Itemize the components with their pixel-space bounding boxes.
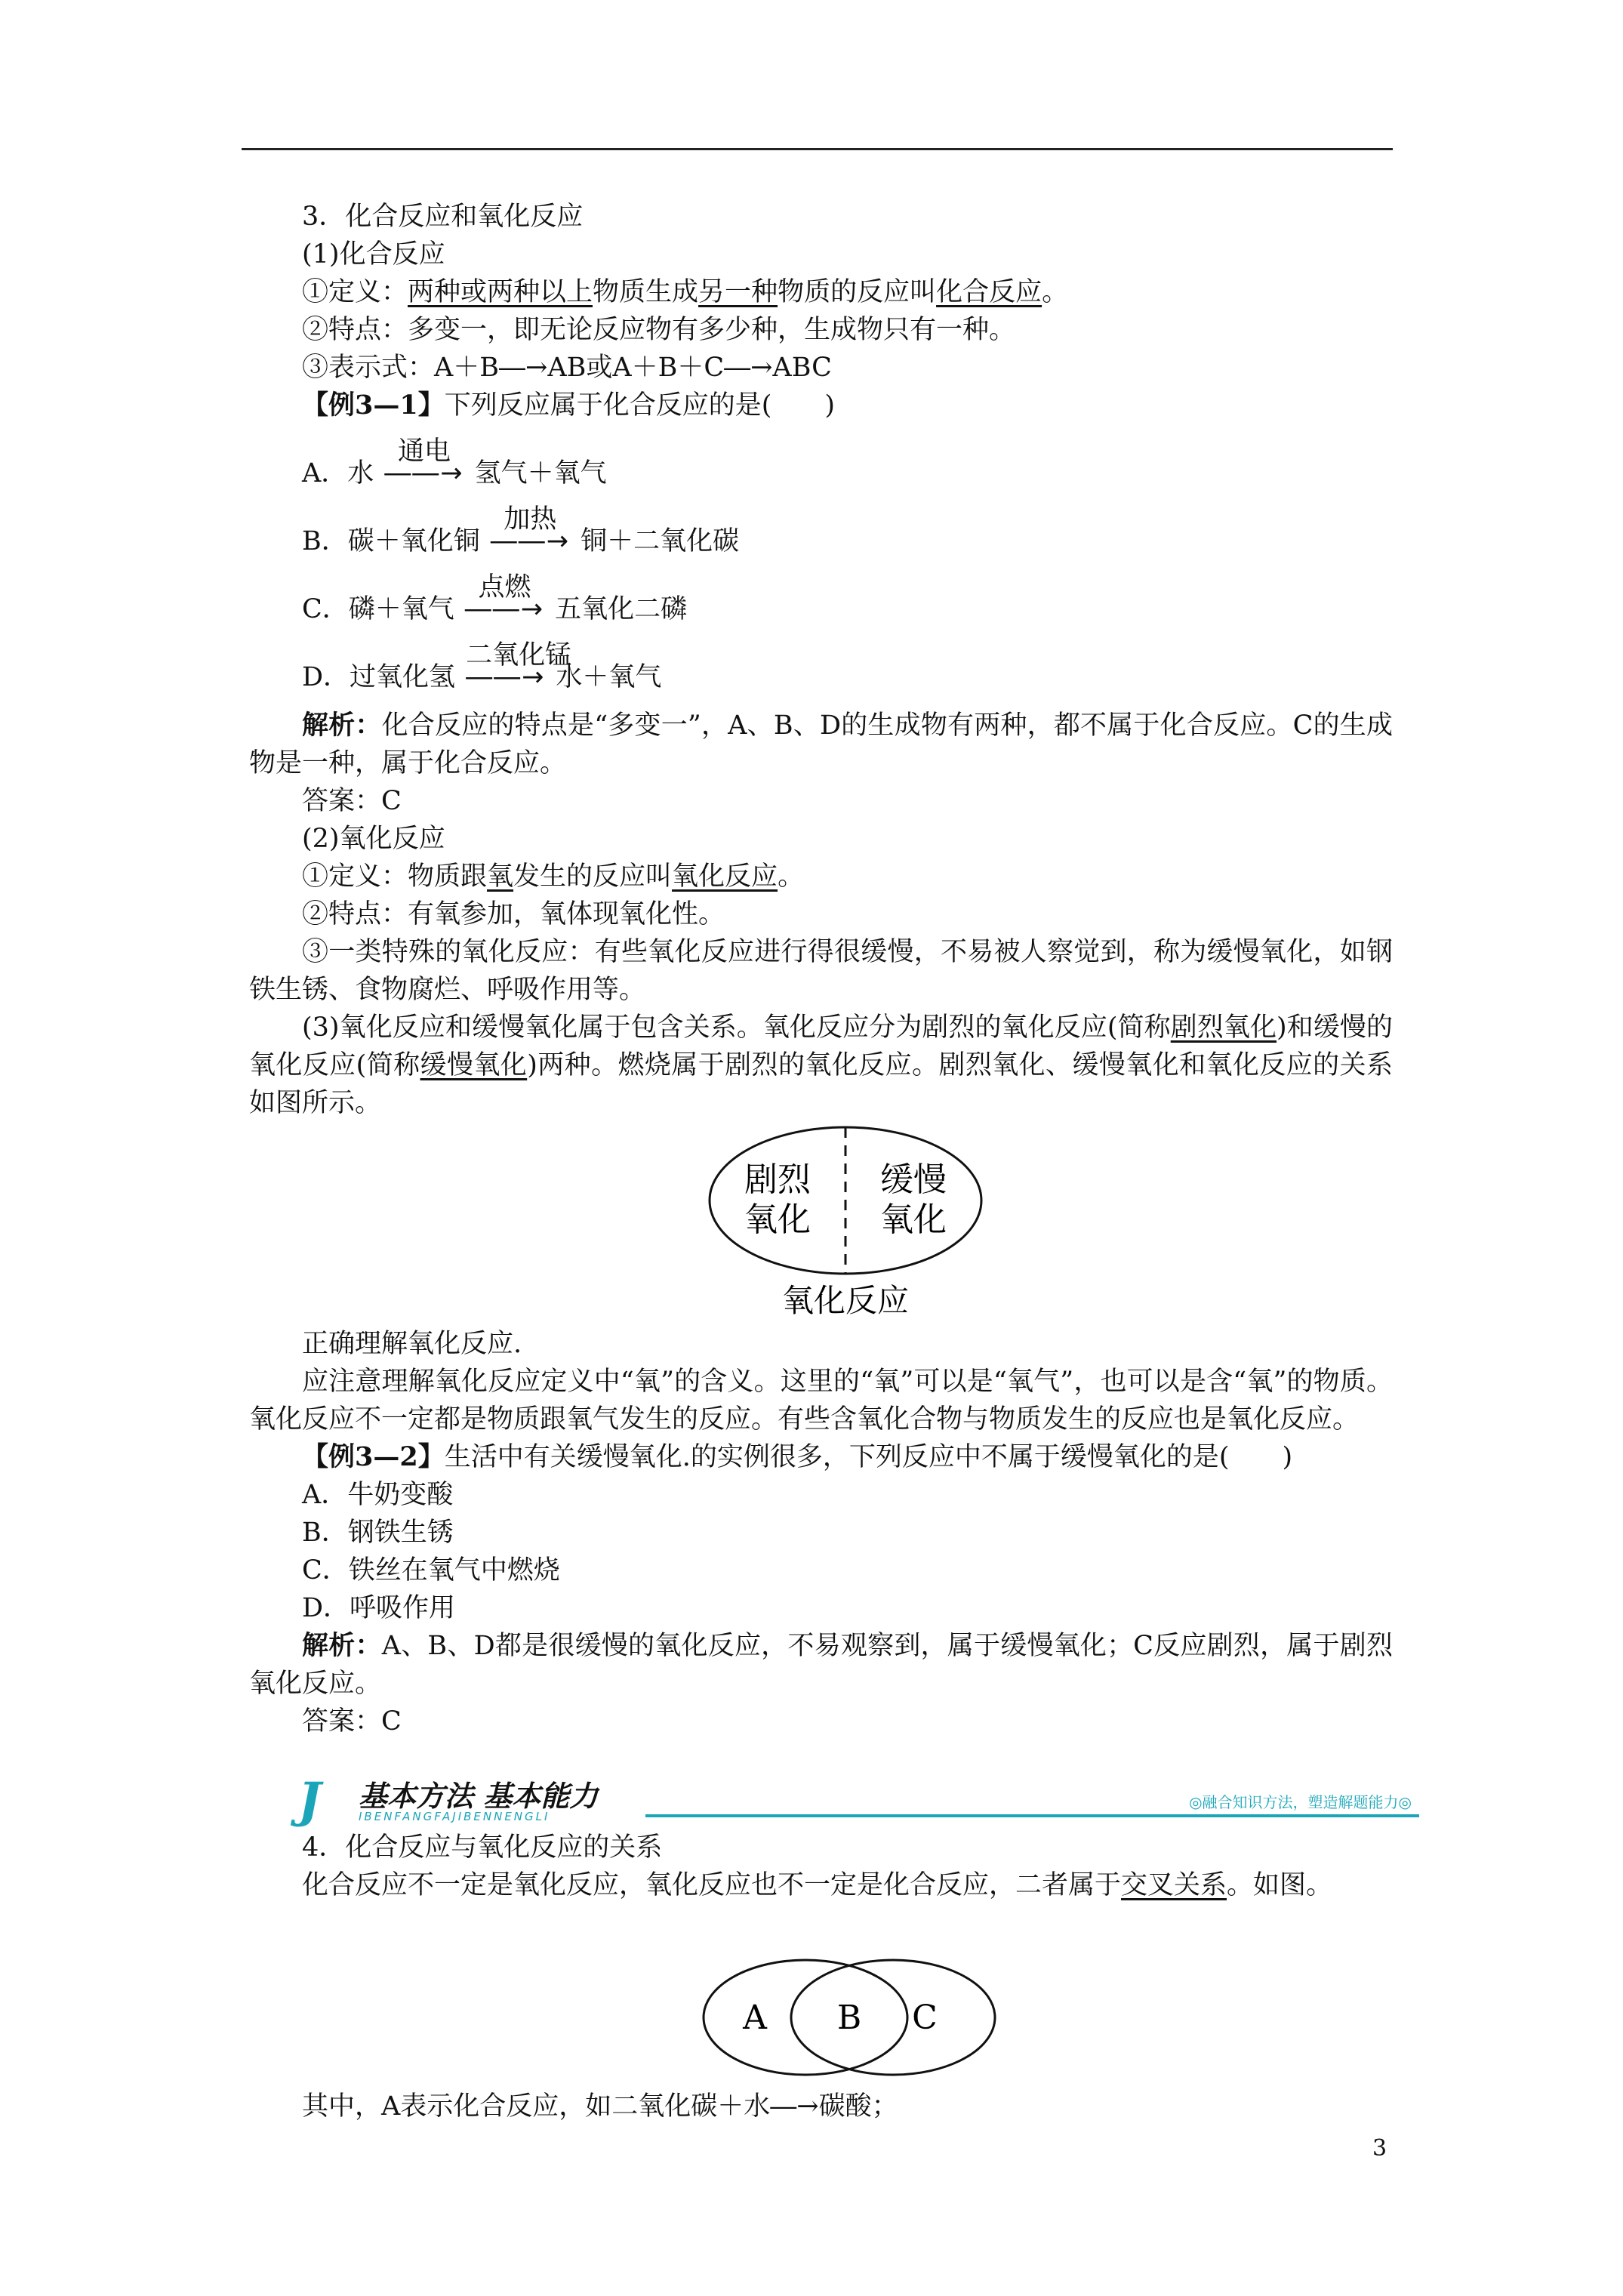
understanding-title: 正确理解氧化反应. — [302, 1329, 522, 1359]
oxidation-relation — [249, 1009, 1393, 1122]
def-prefix: ①定义： — [302, 277, 408, 307]
section-4-last-line: 其中，A表示化合反应，如二氧化碳＋水―→碳酸； — [302, 2091, 898, 2122]
ox-def-end: 。 — [778, 861, 805, 892]
oxidation-feature: ②特点：有氧参加，氧体现氧化性。 — [302, 899, 725, 929]
reaction-condition: 点燃 — [478, 572, 531, 603]
example-2-option-c: C．铁丝在氧气中燃烧 — [302, 1555, 560, 1586]
band-rule — [645, 1814, 1419, 1817]
def-mid-2: 物质的反应叫 — [778, 277, 937, 307]
analysis-label: 解析： — [302, 1630, 382, 1661]
oxidation-diagram — [702, 1121, 989, 1318]
right-label-line-1: 缓慢 — [880, 1160, 947, 1199]
understanding-text: 应注意理解氧化反应定义中“氧”的含义。这里的“氧”可以是“氧气”，也可以是含“氧”的物质。氧化反应不一定都是物质跟氧气发生的反应。有些含氧化合物与物质发生的反应也是氧化反应。 — [249, 1367, 1393, 1435]
understanding-section — [249, 1325, 1393, 1740]
reaction-arrow: 点燃 ――→ — [464, 572, 545, 624]
section-4-last — [249, 2088, 1393, 2125]
example-1-option-b — [249, 504, 1393, 560]
subsection-combination: (1)化合反应 — [302, 239, 445, 270]
def-mid: 物质生成 — [593, 277, 699, 307]
section-4-text — [249, 1866, 1393, 1904]
option-suffix: 氢气＋氧气 — [474, 458, 607, 488]
option-suffix: 水＋氧气 — [556, 662, 662, 692]
def-end: 。 — [1042, 277, 1069, 307]
reaction-arrow: 二氧化锰 ――→ — [466, 640, 572, 692]
section-4 — [249, 1829, 1393, 1904]
reaction-condition: 加热 — [504, 504, 557, 535]
section-3-heading: 3．化合反应和氧化反应 — [302, 202, 584, 232]
example-2-answer: 答案：C — [302, 1706, 402, 1737]
venn-right-ellipse — [791, 1960, 995, 2075]
def-underline-2: 另一种 — [698, 277, 778, 307]
example-2-option-a: A．牛奶变酸 — [302, 1480, 454, 1510]
analysis-label: 解析： — [302, 710, 382, 741]
example-1-label: 【例3—1】 — [302, 390, 445, 421]
example-1-question — [249, 387, 1393, 424]
analysis-text: 化合反应的特点是“多变一”，A、B、D的生成物有两种，都不属于化合反应。C的生成物是一种，属于化合反应。 — [249, 710, 1393, 778]
relation-c: )两种。燃烧属于剧烈的氧化反应。剧烈氧化、缓慢氧化和氧化反应的关系如图所示。 — [249, 1050, 1393, 1118]
example-1-option-d — [249, 640, 1393, 696]
header-rule — [242, 148, 1393, 150]
band-slogan: ◎融合知识方法，塑造解题能力◎ — [1189, 1793, 1412, 1811]
band-logo-mark: J — [298, 1772, 322, 1829]
example-2-option-b: B．钢铁生锈 — [302, 1518, 454, 1548]
section-3 — [249, 198, 1393, 1122]
example-2-analysis — [249, 1627, 1393, 1703]
venn-left-ellipse — [704, 1960, 907, 2075]
s4-text-a: 化合反应不一定是氧化反应，氧化反应也不一定是化合反应，二者属于 — [302, 1870, 1122, 1900]
combination-feature: ②特点：多变一，即无论反应物有多少种，生成物只有一种。 — [302, 315, 1016, 345]
diagram-caption: 氧化反应 — [781, 1282, 910, 1318]
s4-text-b: 。如图。 — [1227, 1870, 1333, 1900]
reaction-arrow: 加热 ――→ — [490, 504, 571, 556]
band-subtitle: IBENFANGFAJIBENNENGLI — [359, 1810, 550, 1823]
s4-underline: 交叉关系 — [1121, 1870, 1227, 1900]
oxidation-special: ③一类特殊的氧化反应：有些氧化反应进行得很缓慢，不易被人察觉到，称为缓慢氧化，如钢铁生锈、食物腐烂、呼吸作用等。 — [249, 937, 1393, 1005]
option-suffix: 铜＋二氧化碳 — [581, 526, 740, 556]
venn-label-a: A — [743, 1999, 767, 2037]
section-band — [298, 1772, 1419, 1829]
ox-def-mid: 发生的反应叫 — [513, 861, 673, 892]
option-prefix: C．磷＋氧气 — [302, 594, 454, 624]
oxidation-ellipse-figure — [702, 1121, 989, 1318]
example-2-question — [249, 1438, 1393, 1476]
analysis-text: A、B、D都是很缓慢的氧化反应，不易观察到，属于缓慢氧化；C反应剧烈，属于剧烈氧化反应。 — [249, 1631, 1393, 1699]
subsection-oxidation: (2)氧化反应 — [302, 824, 445, 854]
relation-b: )和缓慢的氧化反应(简称 — [249, 1012, 1393, 1080]
example-2-option-d: D．呼吸作用 — [302, 1593, 456, 1623]
option-prefix: B．碳＋氧化铜 — [302, 526, 480, 556]
example-2-text: 生活中有关缓慢氧化.的实例很多，下列反应中不属于缓慢氧化的是( ) — [444, 1442, 1293, 1472]
combination-formula: ③表示式：A＋B―→AB或A＋B＋C―→ABC — [302, 353, 832, 383]
relation-underline-1: 剧烈氧化 — [1170, 1012, 1277, 1043]
relation-a: (3)氧化反应和缓慢氧化属于包含关系。氧化反应分为剧烈的氧化反应(简称 — [302, 1012, 1171, 1043]
reaction-condition: 二氧化锰 — [466, 640, 572, 670]
ox-def-underline-1: 氧 — [487, 861, 514, 892]
option-suffix: 五氧化二磷 — [555, 594, 688, 624]
combination-definition — [249, 273, 1393, 311]
band-title: 基本方法 基本能力 — [359, 1780, 599, 1813]
reaction-condition: 通电 — [397, 436, 451, 467]
ox-def-underline-2: 氧化反应 — [672, 861, 778, 892]
example-1-text: 下列反应属于化合反应的是( ) — [444, 390, 836, 421]
example-1-analysis — [249, 707, 1393, 782]
option-prefix: A．水 — [302, 458, 374, 488]
def-underline-1: 两种或两种以上 — [408, 277, 593, 307]
page-number: 3 — [1372, 2135, 1387, 2162]
ox-def-prefix: ①定义：物质跟 — [302, 861, 488, 892]
oxidation-definition — [249, 858, 1393, 895]
option-prefix: D．过氧化氢 — [302, 662, 456, 692]
def-underline-3: 化合反应 — [936, 277, 1042, 307]
left-label-line-1: 剧烈 — [744, 1160, 811, 1199]
right-label-line-2: 氧化 — [880, 1200, 947, 1239]
left-label-line-2: 氧化 — [744, 1200, 811, 1239]
section-4-heading: 4．化合反应与氧化反应的关系 — [302, 1832, 663, 1863]
example-1-option-c — [249, 572, 1393, 628]
venn-label-c: C — [912, 1999, 938, 2037]
venn-diagram — [698, 1955, 1000, 2080]
example-1-option-a — [249, 436, 1393, 492]
relation-underline-2: 缓慢氧化 — [420, 1050, 528, 1080]
reaction-arrow: 通电 ――→ — [384, 436, 464, 488]
venn-figure — [698, 1955, 1000, 2080]
example-1-answer: 答案：C — [302, 786, 402, 816]
venn-label-b: B — [836, 1999, 862, 2037]
example-2-label: 【例3—2】 — [302, 1441, 445, 1472]
